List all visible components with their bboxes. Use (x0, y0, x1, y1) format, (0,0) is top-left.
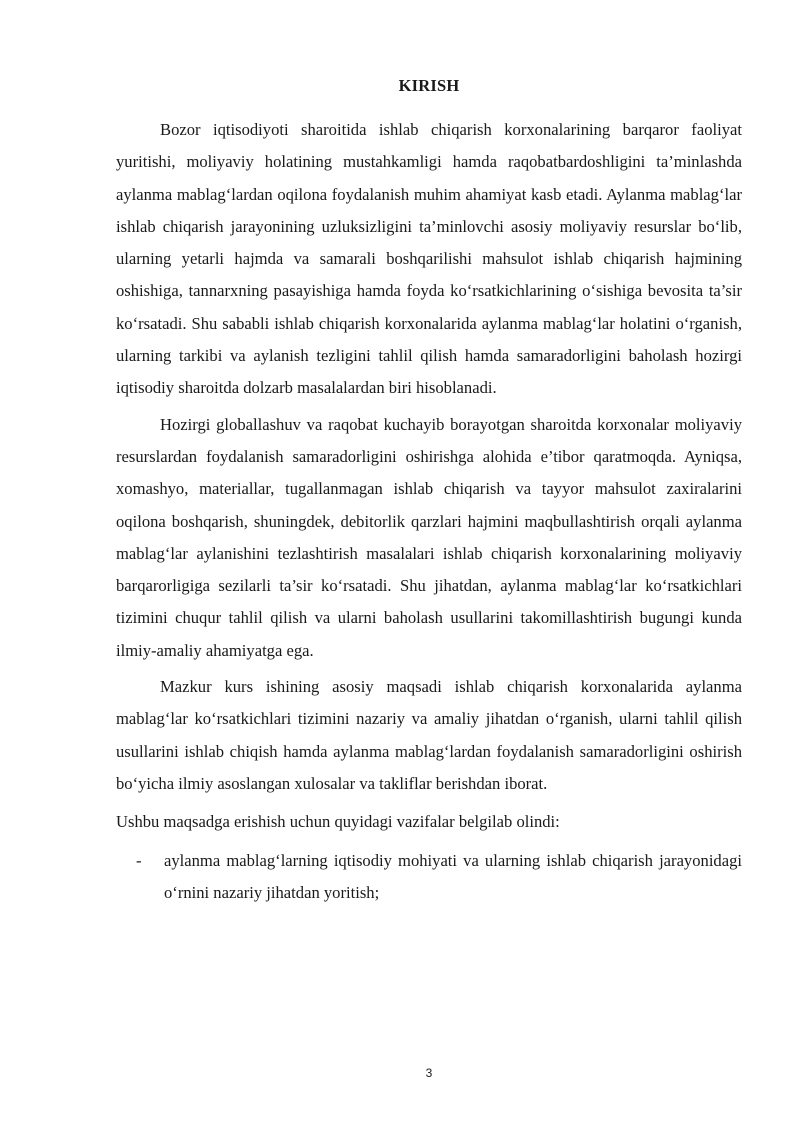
list-item (116, 845, 742, 910)
list-item-text: aylanma mablag‘larning iqtisodiy mohiyati va ularning ishlab chiqarish jarayonidagi o‘rnini nazariy jihatdan yoritish; (164, 850, 742, 902)
list-marker: - (136, 850, 142, 870)
page-title: KIRISH (398, 76, 460, 95)
paragraph: Mazkur kurs ishining asosiy maqsadi ishlab chiqarish korxonalarida aylanma mablag‘lar ko‘rsatkichlari tizimini nazariy va amaliy jihatdan o‘rganish, ularni tahlil qilish usullarini ishlab chiqish hamda aylanma mablag‘lardan foydalanish samaradorligini oshirish bo‘yicha ilmiy asoslangan xulosalar va takliflar berishdan iborat. (116, 677, 742, 793)
paragraph: Hozirgi globallashuv va raqobat kuchayib borayotgan sharoitda korxonalar moliyaviy resurslardan foydalanish samaradorligini oshirishga alohida e’tibor qaratmoqda. Ayniqsa, xomashyo, materiallar, tugallanmagan ishlab chiqarish va tayyor mahsulot zaxiralarini oqilona boshqarish, shuningdek, debitorlik qarzlari hajmini maqbullashtirish orqali aylanma mablag‘lar aylanishini tezlashtirish masalalari ishlab chiqarish korxonalarining moliyaviy barqarorligiga sezilarli ta’sir ko‘rsatadi. Shu jihatdan, aylanma mablag‘lar ko‘rsatkichlari tizimini chuqur tahlil qilish va ularni baholash usullarini takomillashtirish bugungi kunda ilmiy-amaliy ahamiyatga ega. (116, 414, 742, 660)
document-body (116, 114, 742, 909)
tasks-intro: Ushbu maqsadga erishish uchun quyidagi vazifalar belgilab olindi: (116, 812, 560, 832)
page-number: 3 (425, 1066, 433, 1080)
paragraph: Bozor iqtisodiyoti sharoitida ishlab chiqarish korxonalarining barqaror faoliyat yuritishi, moliyaviy holatining mustahkamligi hamda raqobatbardoshligini ta’minlashda aylanma mablag‘lardan oqilona foydalanish muhim ahamiyat kasb etadi. Aylanma mablag‘lar ishlab chiqarish jarayonining uzluksizligini ta’minlovchi asosiy moliyaviy resurslar bo‘lib, ularning yetarli hajmda va samarali boshqarilishi mahsulot ishlab chiqarish hajmining oshishiga, tannarxning pasayishiga hamda foyda ko‘rsatkichlarining o‘sishiga bevosita ta’sir ko‘rsatadi. Shu sababli ishlab chiqarish korxonalarida aylanma mablag‘lar holatini o‘rganish, ularning tarkibi va aylanish tezligini tahlil qilish hamda samaradorligini baholash hozirgi iqtisodiy sharoitda dolzarb masalalardan biri hisoblanadi. (116, 120, 742, 398)
